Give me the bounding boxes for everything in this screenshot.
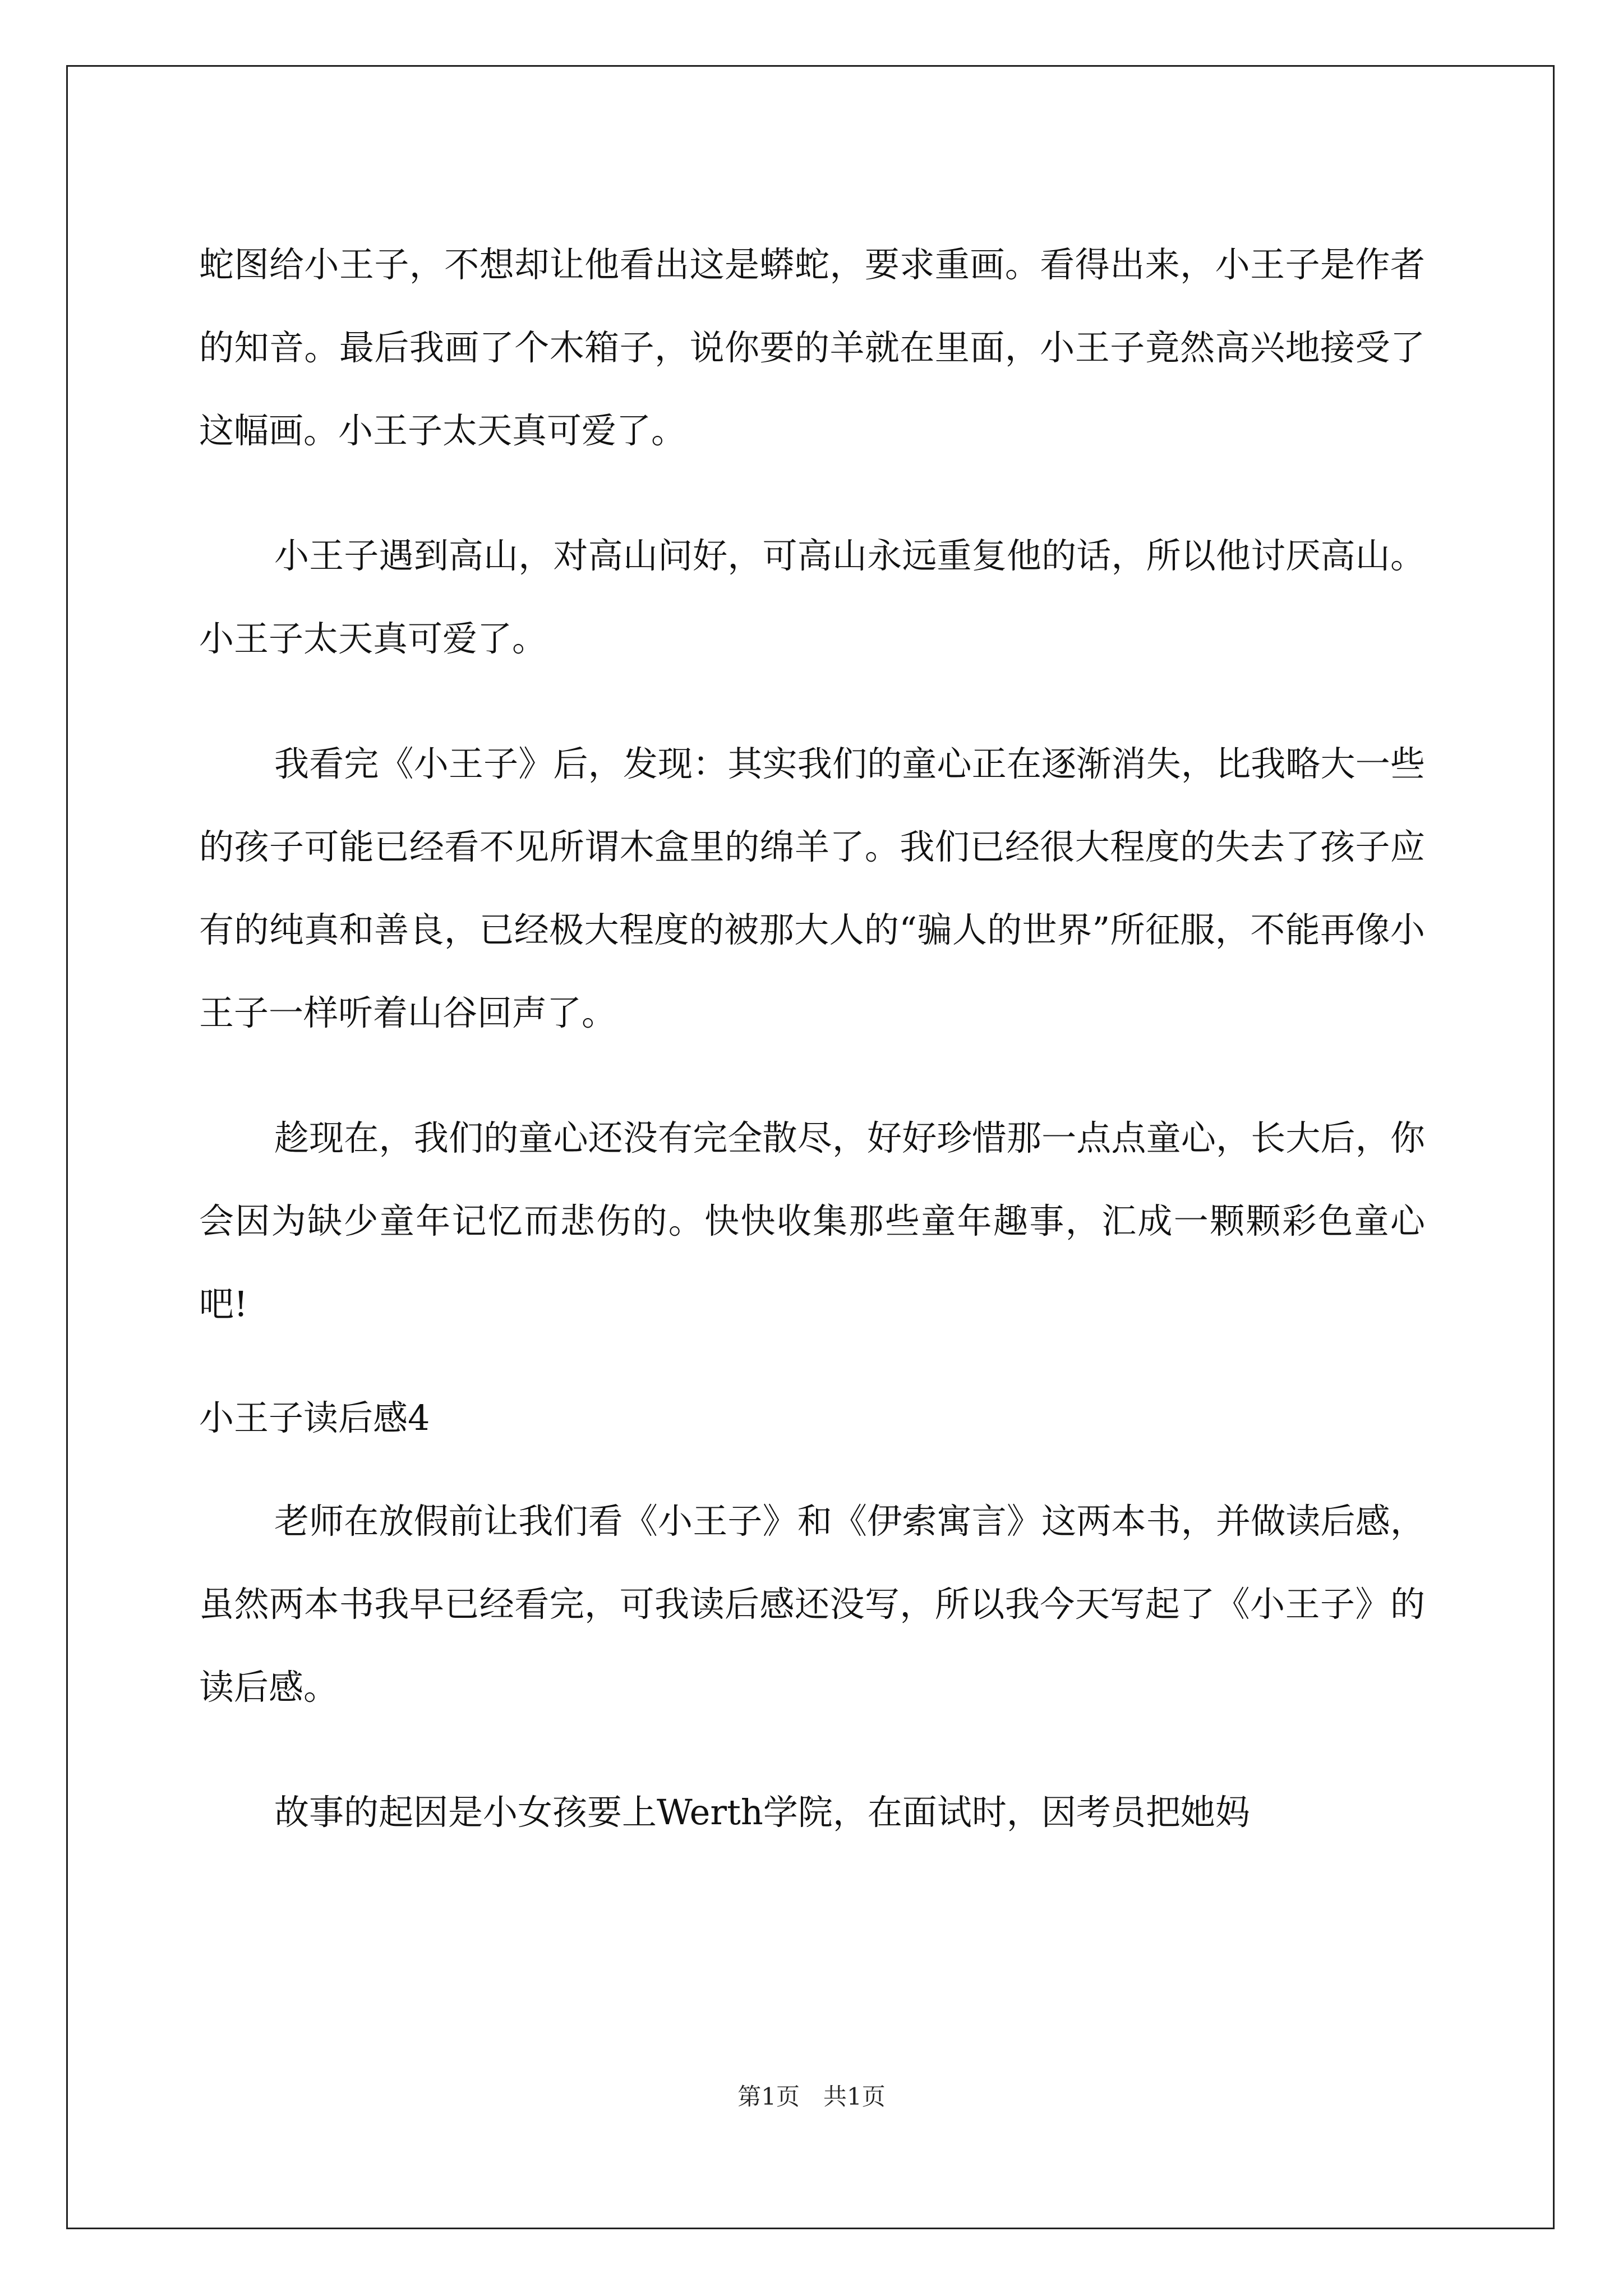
paragraph: 老师在放假前让我们看《小王子》和《伊索寓言》这两本书，并做读后感，虽然两本书我早已经看完，可我读后感还没写，所以我今天写起了《小王子》的读后感。 [199,1501,1425,1708]
paragraph: 趁现在，我们的童心还没有完全散尽，好好珍惜那一点点童心，长大后，你会因为缺少童年记忆而悲伤的。快快收集那些童年趣事，汇成一颗颗彩色童心吧! [199,1117,1425,1324]
paragraph-truncated: 故事的起因是小女孩要上Werth学院，在面试时，因考员把她妈 [274,1792,1250,1833]
paragraph-continued: 蛇图给小王子，不想却让他看出这是蟒蛇，要求重画。看得出来，小王子是作者的知音。最后我画了个木箱子，说你要的羊就在里面，小王子竟然高兴地接受了这幅画。小王子太天真可爱了。 [199,244,1425,451]
paragraph: 我看完《小王子》后，发现：其实我们的童心正在逐渐消失，比我略大一些的孩子可能已经看不见所谓木盒里的绵羊了。我们已经很大程度的失去了孩子应有的纯真和善良，已经极大程度的被那大人的“骗人的世界”所征服，不能再像小王子一样听着山谷回声了。 [199,743,1425,1033]
page-number-footer: 第1页 共1页 [737,2083,886,2110]
section-heading: 小王子读后感4 [199,1397,430,1438]
paragraph: 小王子遇到高山，对高山问好，可高山永远重复他的话，所以他讨厌高山。小王子太天真可爱了。 [199,535,1425,659]
document-body [199,223,1425,1896]
